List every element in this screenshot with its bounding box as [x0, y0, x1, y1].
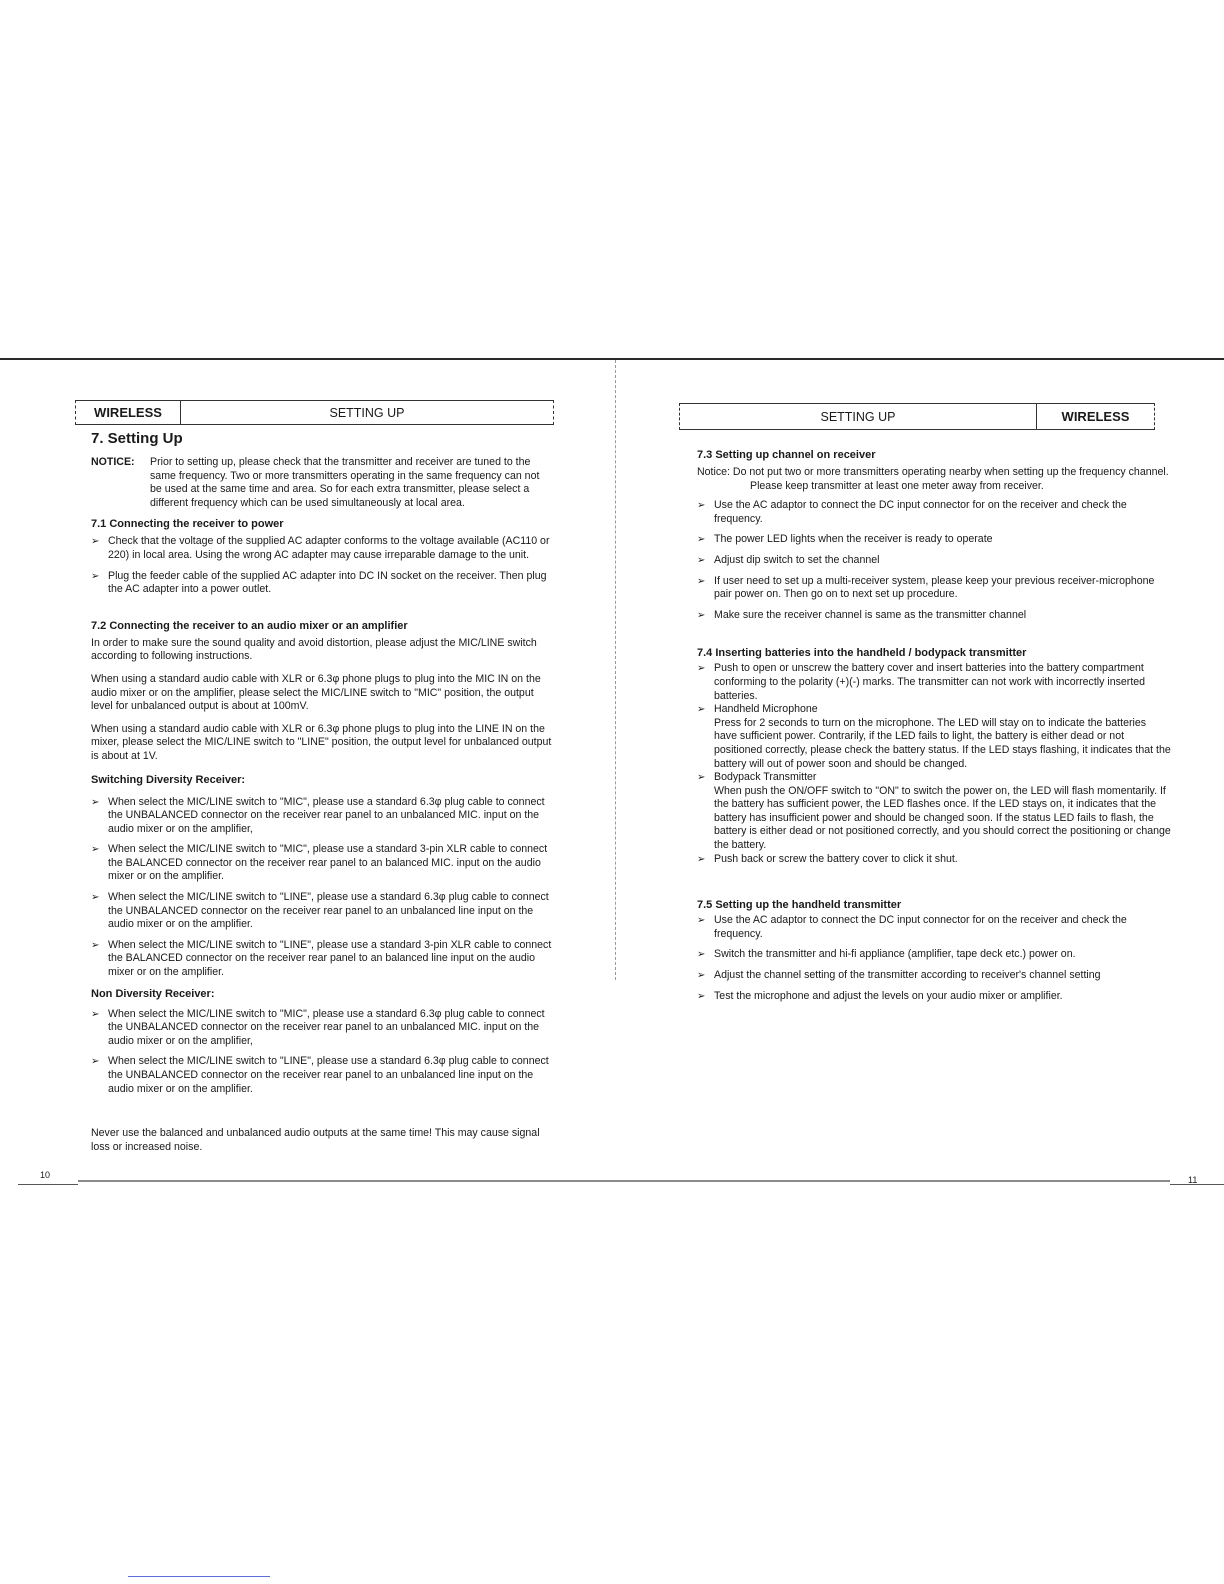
- list-item: ➢ Test the microphone and adjust the levels on your audio mixer or amplifier.: [697, 989, 1063, 1002]
- section-7-1-list: [91, 535, 553, 596]
- section-7-4-list: [697, 662, 1171, 866]
- non-diversity-title: Non Diversity Receiver:: [91, 987, 215, 1000]
- list-item: ➢ Adjust dip switch to set the channel: [697, 553, 880, 566]
- list-item: ➢ Check that the voltage of the supplied AC adapter conforms to the voltage available (AC110 or 220) in local area. Using the wrong AC adapter may cause irreparable damage to the unit.: [91, 535, 550, 561]
- list-item: ➢ When select the MIC/LINE switch to "MIC", please use a standard 3-pin XLR cable to connect the BALANCED connector on the receiver rear panel to an balanced MIC. input on the audio mixer or on the amplifier.: [91, 843, 548, 883]
- section-7-4-title: 7.4 Inserting batteries into the handheld / bodypack transmitter: [697, 647, 1027, 660]
- page-title: 7. Setting Up: [91, 430, 183, 447]
- bullet-arrow-icon: ➢: [697, 915, 706, 927]
- right-page-header: [679, 403, 1155, 430]
- section-7-2-intro: In order to make sure the sound quality and avoid distortion, please adjust the MIC/LINE switch according to following instructions.: [91, 636, 537, 663]
- left-header-section: SETTING UP: [180, 401, 553, 424]
- list-item: ➢ The power LED lights when the receiver is ready to operate: [697, 533, 993, 546]
- right-page-content: [697, 448, 1171, 1011]
- section-7-5-title: 7.5 Setting up the handheld transmitter: [697, 899, 902, 912]
- list-item: ➢ When select the MIC/LINE switch to "LINE", please use a standard 6.3φ plug cable to connect the UNBALANCED connector on the receiver rear panel to an unbalanced line input on the audio mixer or on the amplifier.: [91, 1055, 549, 1095]
- bullet-arrow-icon: ➢: [697, 500, 706, 512]
- list-item: ➢ Use the AC adaptor to connect the DC input connector for on the receiver and check the frequency.: [697, 914, 1127, 940]
- page-number-right: 11: [1188, 1175, 1198, 1185]
- bullet-arrow-icon: ➢: [91, 892, 100, 904]
- bullet-arrow-icon: ➢: [697, 949, 706, 961]
- bullet-arrow-icon: ➢: [91, 844, 100, 856]
- bullet-arrow-icon: ➢: [697, 772, 706, 784]
- bullet-arrow-icon: ➢: [697, 554, 706, 566]
- list-item: ➢ When select the MIC/LINE switch to "LINE", please use a standard 6.3φ plug cable to connect the UNBALANCED connector on the receiver rear panel to an unbalanced line input on the audio mixer or on the amplifier.: [91, 891, 549, 931]
- bullet-arrow-icon: ➢: [697, 990, 706, 1002]
- bullet-arrow-icon: ➢: [697, 853, 706, 865]
- bullet-arrow-icon: ➢: [697, 575, 706, 587]
- bullet-arrow-icon: ➢: [91, 1056, 100, 1068]
- bottom-rule-left: [78, 1180, 615, 1182]
- list-item: ➢ When select the MIC/LINE switch to "MIC", please use a standard 6.3φ plug cable to connect the UNBALANCED connector on the receiver rear panel to an unbalanced MIC. input on the audio mixer or on the amplifier,: [91, 1007, 545, 1047]
- bottom-rule-edge-left: [18, 1184, 78, 1185]
- switching-diversity-title: Switching Diversity Receiver:: [91, 773, 246, 786]
- right-header-brand: WIRELESS: [1036, 404, 1154, 429]
- bullet-arrow-icon: ➢: [697, 970, 706, 982]
- list-item: ➢ Switch the transmitter and hi-fi appliance (amplifier, tape deck etc.) power on.: [697, 948, 1076, 961]
- page-number-left: 10: [40, 1170, 51, 1180]
- list-item: ➢ When select the MIC/LINE switch to "LINE", please use a standard 3-pin XLR cable to connect the BALANCED connector on the receiver rear panel to an balanced line input on the audio mixer or on the amplifier.: [91, 938, 552, 979]
- list-item: ➢ Push back or screw the battery cover to click it shut.: [697, 852, 958, 865]
- bullet-arrow-icon: ➢: [91, 796, 100, 808]
- bullet-arrow-icon: ➢: [697, 609, 706, 621]
- list-item: ➢ Adjust the channel setting of the transmitter according to receiver's channel setting: [697, 969, 1101, 982]
- bullet-arrow-icon: ➢: [91, 536, 100, 548]
- bullet-arrow-icon: ➢: [697, 534, 706, 546]
- bodypack-transmitter-label: Bodypack Transmitter: [714, 771, 817, 784]
- bullet-arrow-icon: ➢: [91, 570, 100, 582]
- list-item: ➢ Use the AC adaptor to connect the DC input connector for on the receiver and check the frequency.: [697, 499, 1127, 525]
- switching-diversity-list: [91, 796, 553, 980]
- section-7-3-list: [697, 499, 1171, 622]
- list-item: ➢ If user need to set up a multi-receiver system, please keep your previous receiver-microphone pair power on. Then go on to next set up procedure.: [697, 574, 1155, 601]
- stray-line: [128, 1576, 270, 1577]
- list-item: ➢ Handheld Microphone Press for 2 seconds to turn on the microphone. The LED will stay on to indicate the batteries have sufficient power. Contrarily, if the LED fails to light, the battery is either dead or not positioned correctly, please check the battery status. If the LED stays flashing, it indicates that the battery will out of power soon and should be changed.: [697, 703, 1171, 770]
- center-fold-line: [615, 360, 617, 980]
- notice-block: [91, 456, 553, 510]
- list-item: ➢ When select the MIC/LINE switch to "MIC", please use a standard 6.3φ plug cable to connect the UNBALANCED connector on the receiver rear panel to an unbalanced MIC. input on the audio mixer or on the amplifier,: [91, 795, 545, 835]
- left-header-brand: WIRELESS: [94, 405, 162, 420]
- notice-label: NOTICE:: [91, 456, 135, 468]
- handheld-microphone-label: Handheld Microphone: [714, 703, 818, 716]
- section-7-2-mic-paragraph: When using a standard audio cable with XLR or 6.3φ phone plugs to plug into the MIC IN on the audio mixer or on the amplifier, please select the MIC/LINE switch to "MIC" position, the output level for unbalanced output is about at 100mV.: [91, 672, 541, 713]
- section-7-5-list: [697, 914, 1171, 1003]
- section-7-2-title: 7.2 Connecting the receiver to an audio mixer or an amplifier: [91, 619, 408, 632]
- notice-text: Prior to setting up, please check that the transmitter and receiver are tuned to the same frequency. Two or more transmitters operating in the same frequency can not be used at the same time and area. So for each extra transmitter, please select a different frequency which can be used simultaneously at local area.: [150, 456, 540, 509]
- section-7-3-notice: Notice: Do not put two or more transmitters operating nearby when setting up the frequency channel. Please keep transmitter at least one meter away from receiver.: [697, 466, 1169, 492]
- list-item: ➢ Bodypack Transmitter When push the ON/OFF switch to "ON" to switch the power on, the LED will flash momentarily. If the battery has sufficient power, the LED flashes once. If the LED stays on, it indicates that the battery has insufficient power and should be changed soon. If the status LED fails to flash, the battery is either dead or not positioned correctly, and you should correct the positioning or change the battery.: [697, 771, 1171, 852]
- list-item: ➢ Plug the feeder cable of the supplied AC adapter into DC IN socket on the receiver. Then plug the AC adapter into a power outlet.: [91, 569, 547, 596]
- bottom-rule-right: [615, 1180, 1170, 1182]
- bullet-arrow-icon: ➢: [91, 1008, 100, 1020]
- top-rule: [0, 358, 1224, 360]
- warning-note: Never use the balanced and unbalanced audio outputs at the same time! This may cause signal loss or increased noise.: [91, 1127, 540, 1153]
- section-7-1-title: 7.1 Connecting the receiver to power: [91, 518, 284, 531]
- list-item: ➢ Make sure the receiver channel is same as the transmitter channel: [697, 608, 1027, 621]
- left-page-header: [75, 400, 554, 425]
- bullet-arrow-icon: ➢: [697, 663, 706, 675]
- right-header-section: SETTING UP: [820, 409, 896, 424]
- bullet-arrow-icon: ➢: [91, 939, 100, 951]
- non-diversity-list: [91, 1008, 553, 1097]
- section-7-2-line-paragraph: When using a standard audio cable with XLR or 6.3φ phone plugs to plug into the LINE IN on the mixer, please select the MIC/LINE switch to "LINE" position, the output level for unbalanced output is about at 1V.: [91, 722, 552, 762]
- list-item: ➢ Push to open or unscrew the battery cover and insert batteries into the battery compartment conforming to the polarity (+)(-) marks. The transmitter can not work with incorrectly inserted batteries.: [697, 662, 1146, 702]
- section-7-3-title: 7.3 Setting up channel on receiver: [697, 449, 876, 461]
- bullet-arrow-icon: ➢: [697, 704, 706, 716]
- left-page-content: [91, 430, 553, 1104]
